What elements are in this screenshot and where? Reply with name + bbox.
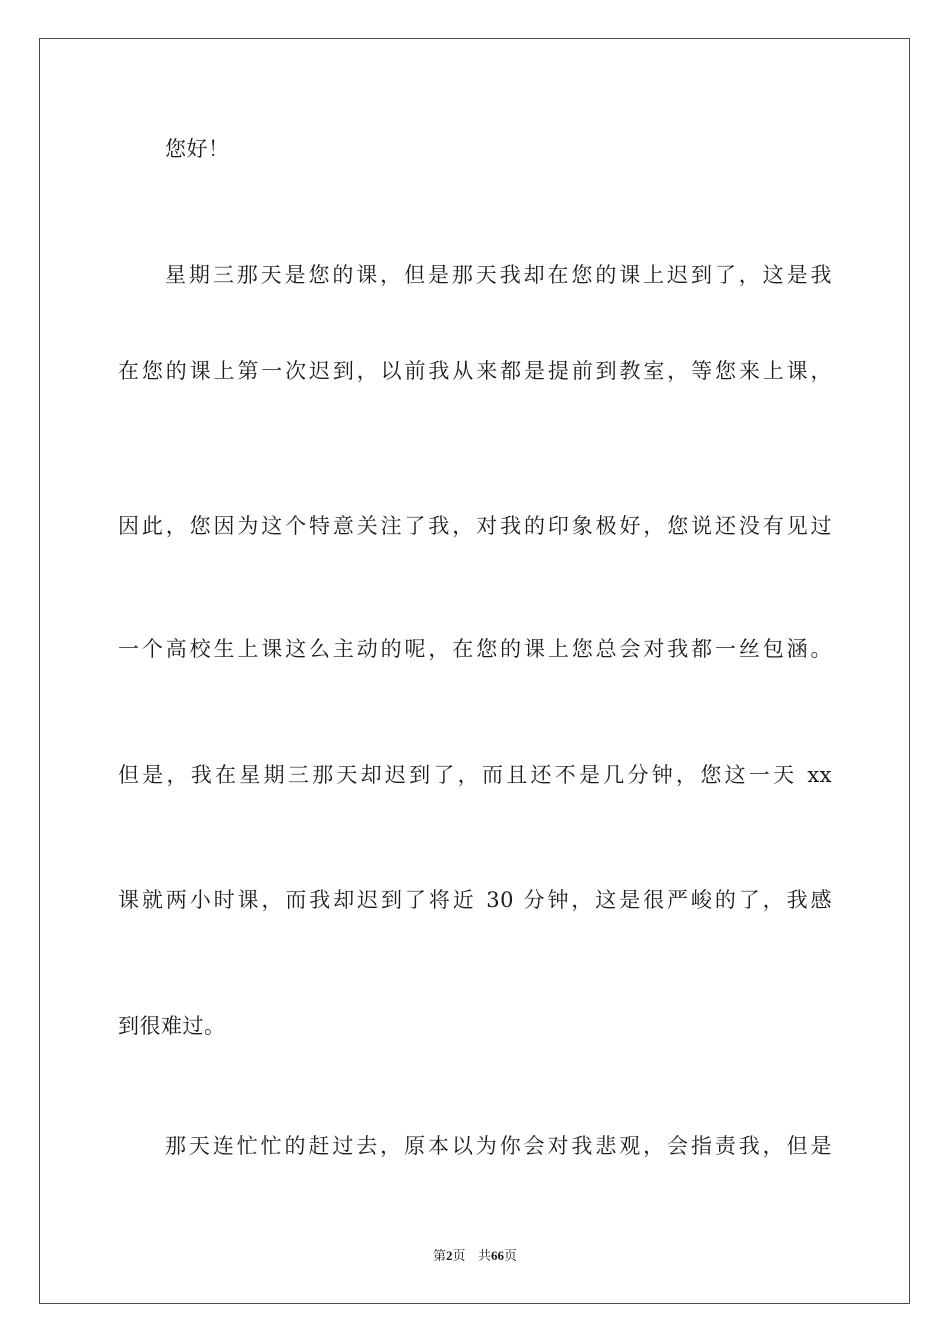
paragraph-line: 因此，您因为这个特意关注了我，对我的印象极好，您说还没有见过 bbox=[118, 514, 832, 538]
page-number: 2 bbox=[446, 1248, 453, 1263]
page-border bbox=[39, 38, 910, 1304]
paragraph-line: 那天连忙忙的赶过去，原本以为你会对我悲观，会指责我，但是 bbox=[165, 1134, 832, 1158]
paragraph-line: 星期三那天是您的课，但是那天我却在您的课上迟到了，这是我 bbox=[165, 263, 832, 287]
page-suffix: 页 bbox=[452, 1249, 466, 1264]
paragraph-line: 到很难过。 bbox=[118, 1014, 226, 1038]
paragraph-line: 课就两小时课，而我却迟到了将近 30 分钟，这是很严峻的了，我感 bbox=[118, 888, 832, 912]
paragraph-line: 一个高校生上课这么主动的呢，在您的课上您总会对我都一丝包涵。 bbox=[118, 637, 832, 661]
salutation: 您好！ bbox=[165, 137, 230, 161]
paragraph-line: 在您的课上第一次迟到，以前我从来都是提前到教室，等您来上课， bbox=[118, 359, 832, 383]
total-suffix: 页 bbox=[503, 1249, 517, 1264]
page-prefix: 第 bbox=[433, 1249, 447, 1264]
page-footer bbox=[0, 1247, 950, 1266]
total-pages: 66 bbox=[490, 1248, 504, 1263]
paragraph-line: 但是，我在星期三那天却迟到了，而且还不是几分钟，您这一天 xx bbox=[118, 763, 832, 787]
total-prefix: 共 bbox=[477, 1249, 491, 1264]
